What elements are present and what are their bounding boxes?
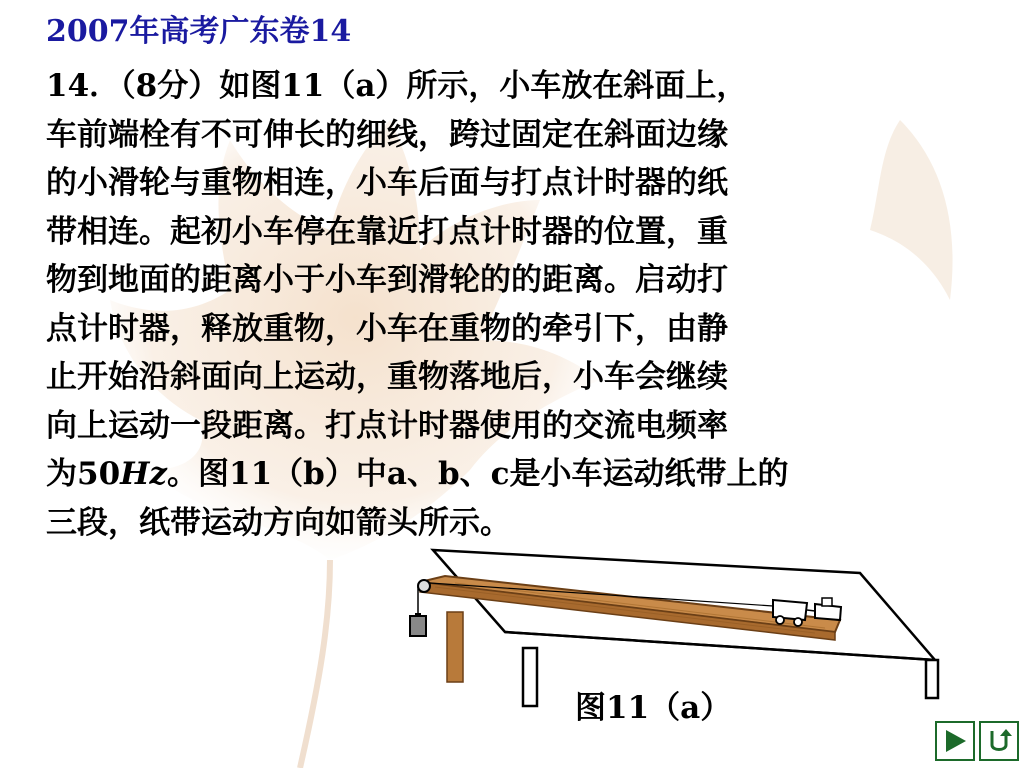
paper-tape — [807, 610, 815, 611]
problem-line: 14．（8分）如图11（a）所示，小车放在斜面上， — [46, 68, 748, 104]
problem-line: 物到地面的距离小于小车到滑轮的的距离。启动打 — [46, 262, 728, 298]
play-icon — [937, 723, 973, 759]
pulley — [418, 580, 430, 592]
return-button[interactable] — [979, 721, 1019, 761]
slide-title: 2007年高考广东卷14 — [46, 14, 352, 49]
frequency-prefix: 为50 — [46, 456, 121, 492]
return-icon — [981, 723, 1017, 759]
problem-line — [46, 450, 946, 499]
next-slide-button[interactable] — [935, 721, 975, 761]
table-leg — [926, 660, 938, 698]
frequency-unit: Hz — [120, 456, 168, 492]
problem-line: 的小滑轮与重物相连，小车后面与打点计时器的纸 — [46, 165, 728, 201]
frequency-suffix: 。图11（b）中a、b、c是小车运动纸带上的 — [167, 456, 789, 492]
problem-line: 向上运动一段距离。打点计时器使用的交流电频率 — [46, 407, 728, 444]
table-leg — [523, 648, 537, 706]
problem-text — [46, 62, 946, 547]
problem-line: 带相连。起初小车停在靠近打点计时器的位置，重 — [46, 213, 728, 250]
board-support — [447, 612, 463, 682]
figure-caption: 图11（a） — [575, 690, 732, 726]
problem-line: 止开始沿斜面向上运动，重物落地后，小车会继续 — [46, 359, 728, 395]
problem-line: 点计时器，释放重物，小车在重物的牵引下，由静 — [46, 310, 728, 347]
hanging-weight — [410, 616, 426, 636]
problem-line: 三段，纸带运动方向如箭头所示。 — [46, 504, 511, 541]
problem-line: 车前端栓有不可伸长的细线，跨过固定在斜面边缘 — [46, 116, 728, 153]
